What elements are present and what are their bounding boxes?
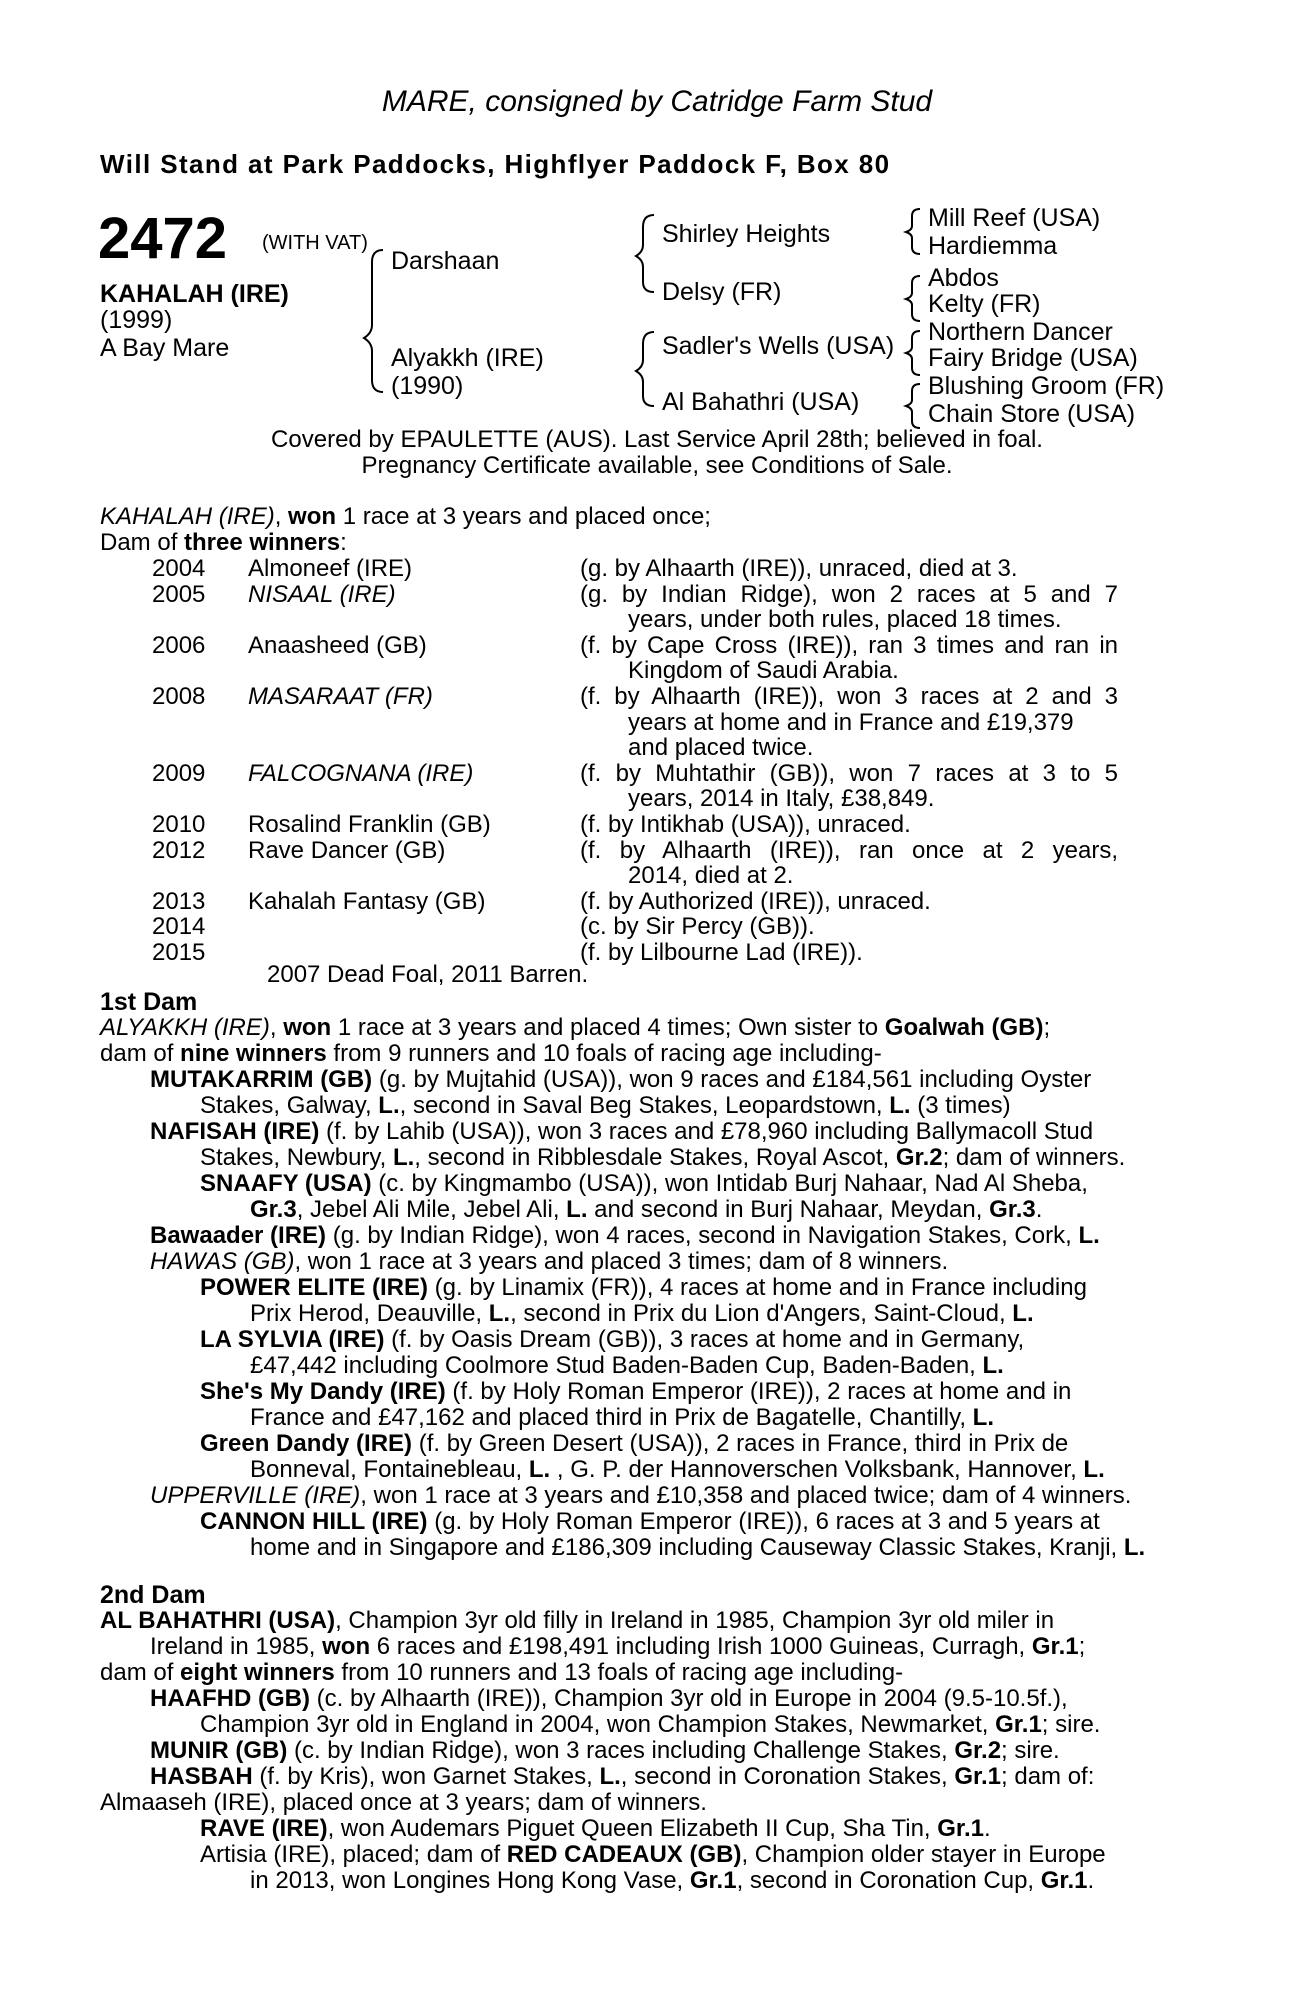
- sss: Mill Reef (USA): [928, 204, 1101, 232]
- produce-detail: years, under both rules, placed 18 times.: [628, 606, 1062, 634]
- dam-year: (1990): [391, 372, 464, 400]
- haafhd-line-1: HAAFHD (GB) (c. by Alhaarth (IRE)), Champion 3yr old in Europe in 2004 (9.5-10.5f.),: [150, 1685, 1068, 1712]
- produce-year: 2006: [152, 631, 206, 659]
- second-dam-line-1: AL BAHATHRI (USA), Champion 3yr old filly in Ireland in 1985, Champion 3yr old miler in: [100, 1607, 1055, 1634]
- dam-dam: Al Bahathri (USA): [662, 388, 860, 416]
- produce-name: Almoneef (IRE): [248, 555, 413, 582]
- shes-my-dandy-line-1: She's My Dandy (IRE) (f. by Holy Roman Emperor (IRE)), 2 races at home and in: [200, 1378, 1072, 1405]
- produce-detail: years, 2014 in Italy, £38,849.: [628, 785, 935, 813]
- snaafy-line-2: Gr.3, Jebel Ali Mile, Jebel Ali, L. and second in Burj Nahaar, Meydan, Gr.3.: [250, 1196, 1043, 1223]
- pregnancy-line: Pregnancy Certificate available, see Conditions of Sale.: [361, 452, 953, 479]
- produce-detail: (c. by Sir Percy (GB)).: [580, 913, 815, 941]
- snaafy-line-1: SNAAFY (USA) (c. by Kingmambo (USA)), won Intidab Burj Nahaar, Nad Al Sheba,: [200, 1170, 1088, 1197]
- produce-detail: years at home and in France and £19,379: [628, 708, 1074, 736]
- lot-number: 2472: [98, 206, 228, 271]
- la-sylvia-line-1: LA SYLVIA (IRE) (f. by Oasis Dream (GB)), 3 races at home and in Germany,: [200, 1326, 1025, 1353]
- cannon-hill-line-2: home and in Singapore and £186,309 including Causeway Classic Stakes, Kranji, L.: [250, 1534, 1146, 1561]
- cannon-hill-line-1: CANNON HILL (IRE) (g. by Holy Roman Emperor (IRE)), 6 races at 3 and 5 years at: [200, 1508, 1100, 1535]
- first-dam-line-1: ALYAKKH (IRE), won 1 race at 3 years and placed 4 times; Own sister to Goalwah (GB);: [100, 1014, 1051, 1041]
- dam-sire: Sadler's Wells (USA): [662, 332, 895, 360]
- ssd: Hardiemma: [928, 232, 1058, 260]
- first-dam-heading: 1st Dam: [100, 988, 198, 1016]
- hasbah-line: HASBAH (f. by Kris), won Garnet Stakes, L., second in Coronation Stakes, Gr.1; dam of:: [150, 1763, 1095, 1790]
- produce-name: FALCOGNANA (IRE): [248, 759, 474, 787]
- stand-location: Will Stand at Park Paddocks, Highflyer Paddock F, Box 80: [100, 149, 891, 179]
- produce-year: 2008: [152, 683, 206, 710]
- munir-line: MUNIR (GB) (c. by Indian Ridge), won 3 races including Challenge Stakes, Gr.2; sire.: [150, 1737, 1060, 1764]
- produce-detail: (f. by Muhtathir (GB)), won 7 races at 3 to 5: [580, 759, 1118, 787]
- produce-detail: (f. by Cape Cross (IRE)), ran 3 times and ran in: [580, 631, 1118, 659]
- first-dam-line-2: dam of nine winners from 9 runners and 10 foals of racing age including-: [100, 1040, 882, 1067]
- produce-detail: (g. by Indian Ridge), won 2 races at 5 and 7: [580, 580, 1118, 608]
- intro-line: KAHALAH (IRE), won 1 race at 3 years and placed once;: [100, 503, 711, 530]
- sdd: Kelty (FR): [928, 290, 1041, 318]
- produce-year: 2013: [152, 887, 206, 915]
- produce-name: Kahalah Fantasy (GB): [248, 887, 486, 915]
- hawas-line: HAWAS (GB), won 1 race at 3 years and placed 3 times; dam of 8 winners.: [150, 1248, 949, 1275]
- produce-note: 2007 Dead Foal, 2011 Barren.: [267, 961, 589, 988]
- produce-detail: (g. by Alhaarth (IRE)), unraced, died at 3.: [580, 555, 1018, 582]
- produce-year: 2015: [152, 939, 206, 966]
- produce-name: MASARAAT (FR): [248, 683, 433, 710]
- shes-my-dandy-line-2: France and £47,162 and placed third in Prix de Bagatelle, Chantilly, L.: [250, 1404, 994, 1431]
- dam: Alyakkh (IRE): [391, 344, 544, 372]
- horse-year: (1999): [100, 306, 173, 334]
- rave-line: RAVE (IRE), won Audemars Piguet Queen Elizabeth II Cup, Sha Tin, Gr.1.: [200, 1815, 991, 1842]
- produce-name: Anaasheed (GB): [248, 631, 427, 659]
- produce-name: Rave Dancer (GB): [248, 836, 446, 864]
- produce-detail: (f. by Alhaarth (IRE)), won 3 races at 2 and 3: [580, 683, 1118, 710]
- produce-year: 2012: [152, 836, 206, 864]
- produce-detail: (f. by Alhaarth (IRE)), ran once at 2 years,: [580, 836, 1118, 864]
- produce-year: 2014: [152, 913, 206, 941]
- ddd: Chain Store (USA): [928, 400, 1136, 428]
- covered-line: Covered by EPAULETTE (AUS). Last Service April 28th; believed in foal.: [271, 426, 1043, 453]
- dsd: Fairy Bridge (USA): [928, 344, 1138, 372]
- green-dandy-line-2: Bonneval, Fontainebleau, L. , G. P. der Hannoverschen Volksbank, Hannover, L.: [250, 1456, 1105, 1483]
- produce-year: 2009: [152, 759, 206, 787]
- produce-detail: (f. by Intikhab (USA)), unraced.: [580, 811, 911, 838]
- second-dam-heading: 2nd Dam: [100, 1581, 206, 1609]
- produce-name: Rosalind Franklin (GB): [248, 811, 491, 838]
- produce-year: 2010: [152, 811, 206, 838]
- artisia-line-2: in 2013, won Longines Hong Kong Vase, Gr.1, second in Coronation Cup, Gr.1.: [250, 1867, 1095, 1894]
- produce-year: 2004: [152, 555, 206, 582]
- dds: Blushing Groom (FR): [928, 372, 1165, 400]
- page-title: MARE, consigned by Catridge Farm Stud: [381, 85, 933, 118]
- power-elite-line-1: POWER ELITE (IRE) (g. by Linamix (FR)), 4 races at home and in France including: [200, 1274, 1087, 1301]
- sire-dam: Delsy (FR): [662, 278, 782, 306]
- sire: Darshaan: [391, 247, 500, 275]
- second-dam-line-2: Ireland in 1985, won 6 races and £198,491 including Irish 1000 Guineas, Curragh, Gr.1;: [150, 1633, 1086, 1660]
- produce-detail: (f. by Lilbourne Lad (IRE)).: [580, 939, 863, 966]
- produce-detail: Kingdom of Saudi Arabia.: [628, 657, 899, 685]
- mutakarrim-line-2: Stakes, Galway, L., second in Saval Beg Stakes, Leopardstown, L. (3 times): [200, 1092, 1011, 1119]
- horse-description: A Bay Mare: [100, 334, 230, 362]
- green-dandy-line-1: Green Dandy (IRE) (f. by Green Desert (USA)), 2 races in France, third in Prix de: [200, 1430, 1069, 1457]
- sire-sire: Shirley Heights: [662, 220, 831, 248]
- mutakarrim-line-1: MUTAKARRIM (GB) (g. by Mujtahid (USA)), won 9 races and £184,561 including Oyster: [150, 1066, 1092, 1093]
- dss: Northern Dancer: [928, 318, 1113, 346]
- vat-note: (WITH VAT): [262, 232, 368, 254]
- bawaader-line: Bawaader (IRE) (g. by Indian Ridge), won 4 races, second in Navigation Stakes, Cork, L.: [150, 1222, 1100, 1249]
- almaaseh-line: Almaaseh (IRE), placed once at 3 years; dam of winners.: [100, 1789, 707, 1816]
- artisia-line-1: Artisia (IRE), placed; dam of RED CADEAUX (GB), Champion older stayer in Europe: [200, 1841, 1106, 1868]
- nafisah-line-2: Stakes, Newbury, L., second in Ribblesdale Stakes, Royal Ascot, Gr.2; dam of winners.: [200, 1144, 1126, 1171]
- produce-detail: and placed twice.: [628, 734, 814, 762]
- produce-detail: (f. by Authorized (IRE)), unraced.: [580, 887, 931, 915]
- upperville-line: UPPERVILLE (IRE), won 1 race at 3 years and £10,358 and placed twice; dam of 4 winners.: [150, 1482, 1132, 1509]
- produce-name: NISAAL (IRE): [248, 580, 396, 608]
- produce-detail: 2014, died at 2.: [628, 862, 794, 890]
- produce-year: 2005: [152, 580, 206, 608]
- nafisah-line-1: NAFISAH (IRE) (f. by Lahib (USA)), won 3 races and £78,960 including Ballymacoll Stud: [150, 1118, 1094, 1145]
- horse-name: KAHALAH (IRE): [100, 280, 289, 308]
- la-sylvia-line-2: £47,442 including Coolmore Stud Baden-Baden Cup, Baden-Baden, L.: [250, 1352, 1004, 1379]
- haafhd-line-2: Champion 3yr old in England in 2004, won Champion Stakes, Newmarket, Gr.1; sire.: [200, 1711, 1101, 1738]
- dam-of-line: Dam of three winners:: [100, 529, 347, 556]
- second-dam-line-3: dam of eight winners from 10 runners and 13 foals of racing age including-: [100, 1659, 904, 1686]
- sds: Abdos: [928, 264, 999, 292]
- power-elite-line-2: Prix Herod, Deauville, L., second in Prix du Lion d'Angers, Saint-Cloud, L.: [250, 1300, 1034, 1327]
